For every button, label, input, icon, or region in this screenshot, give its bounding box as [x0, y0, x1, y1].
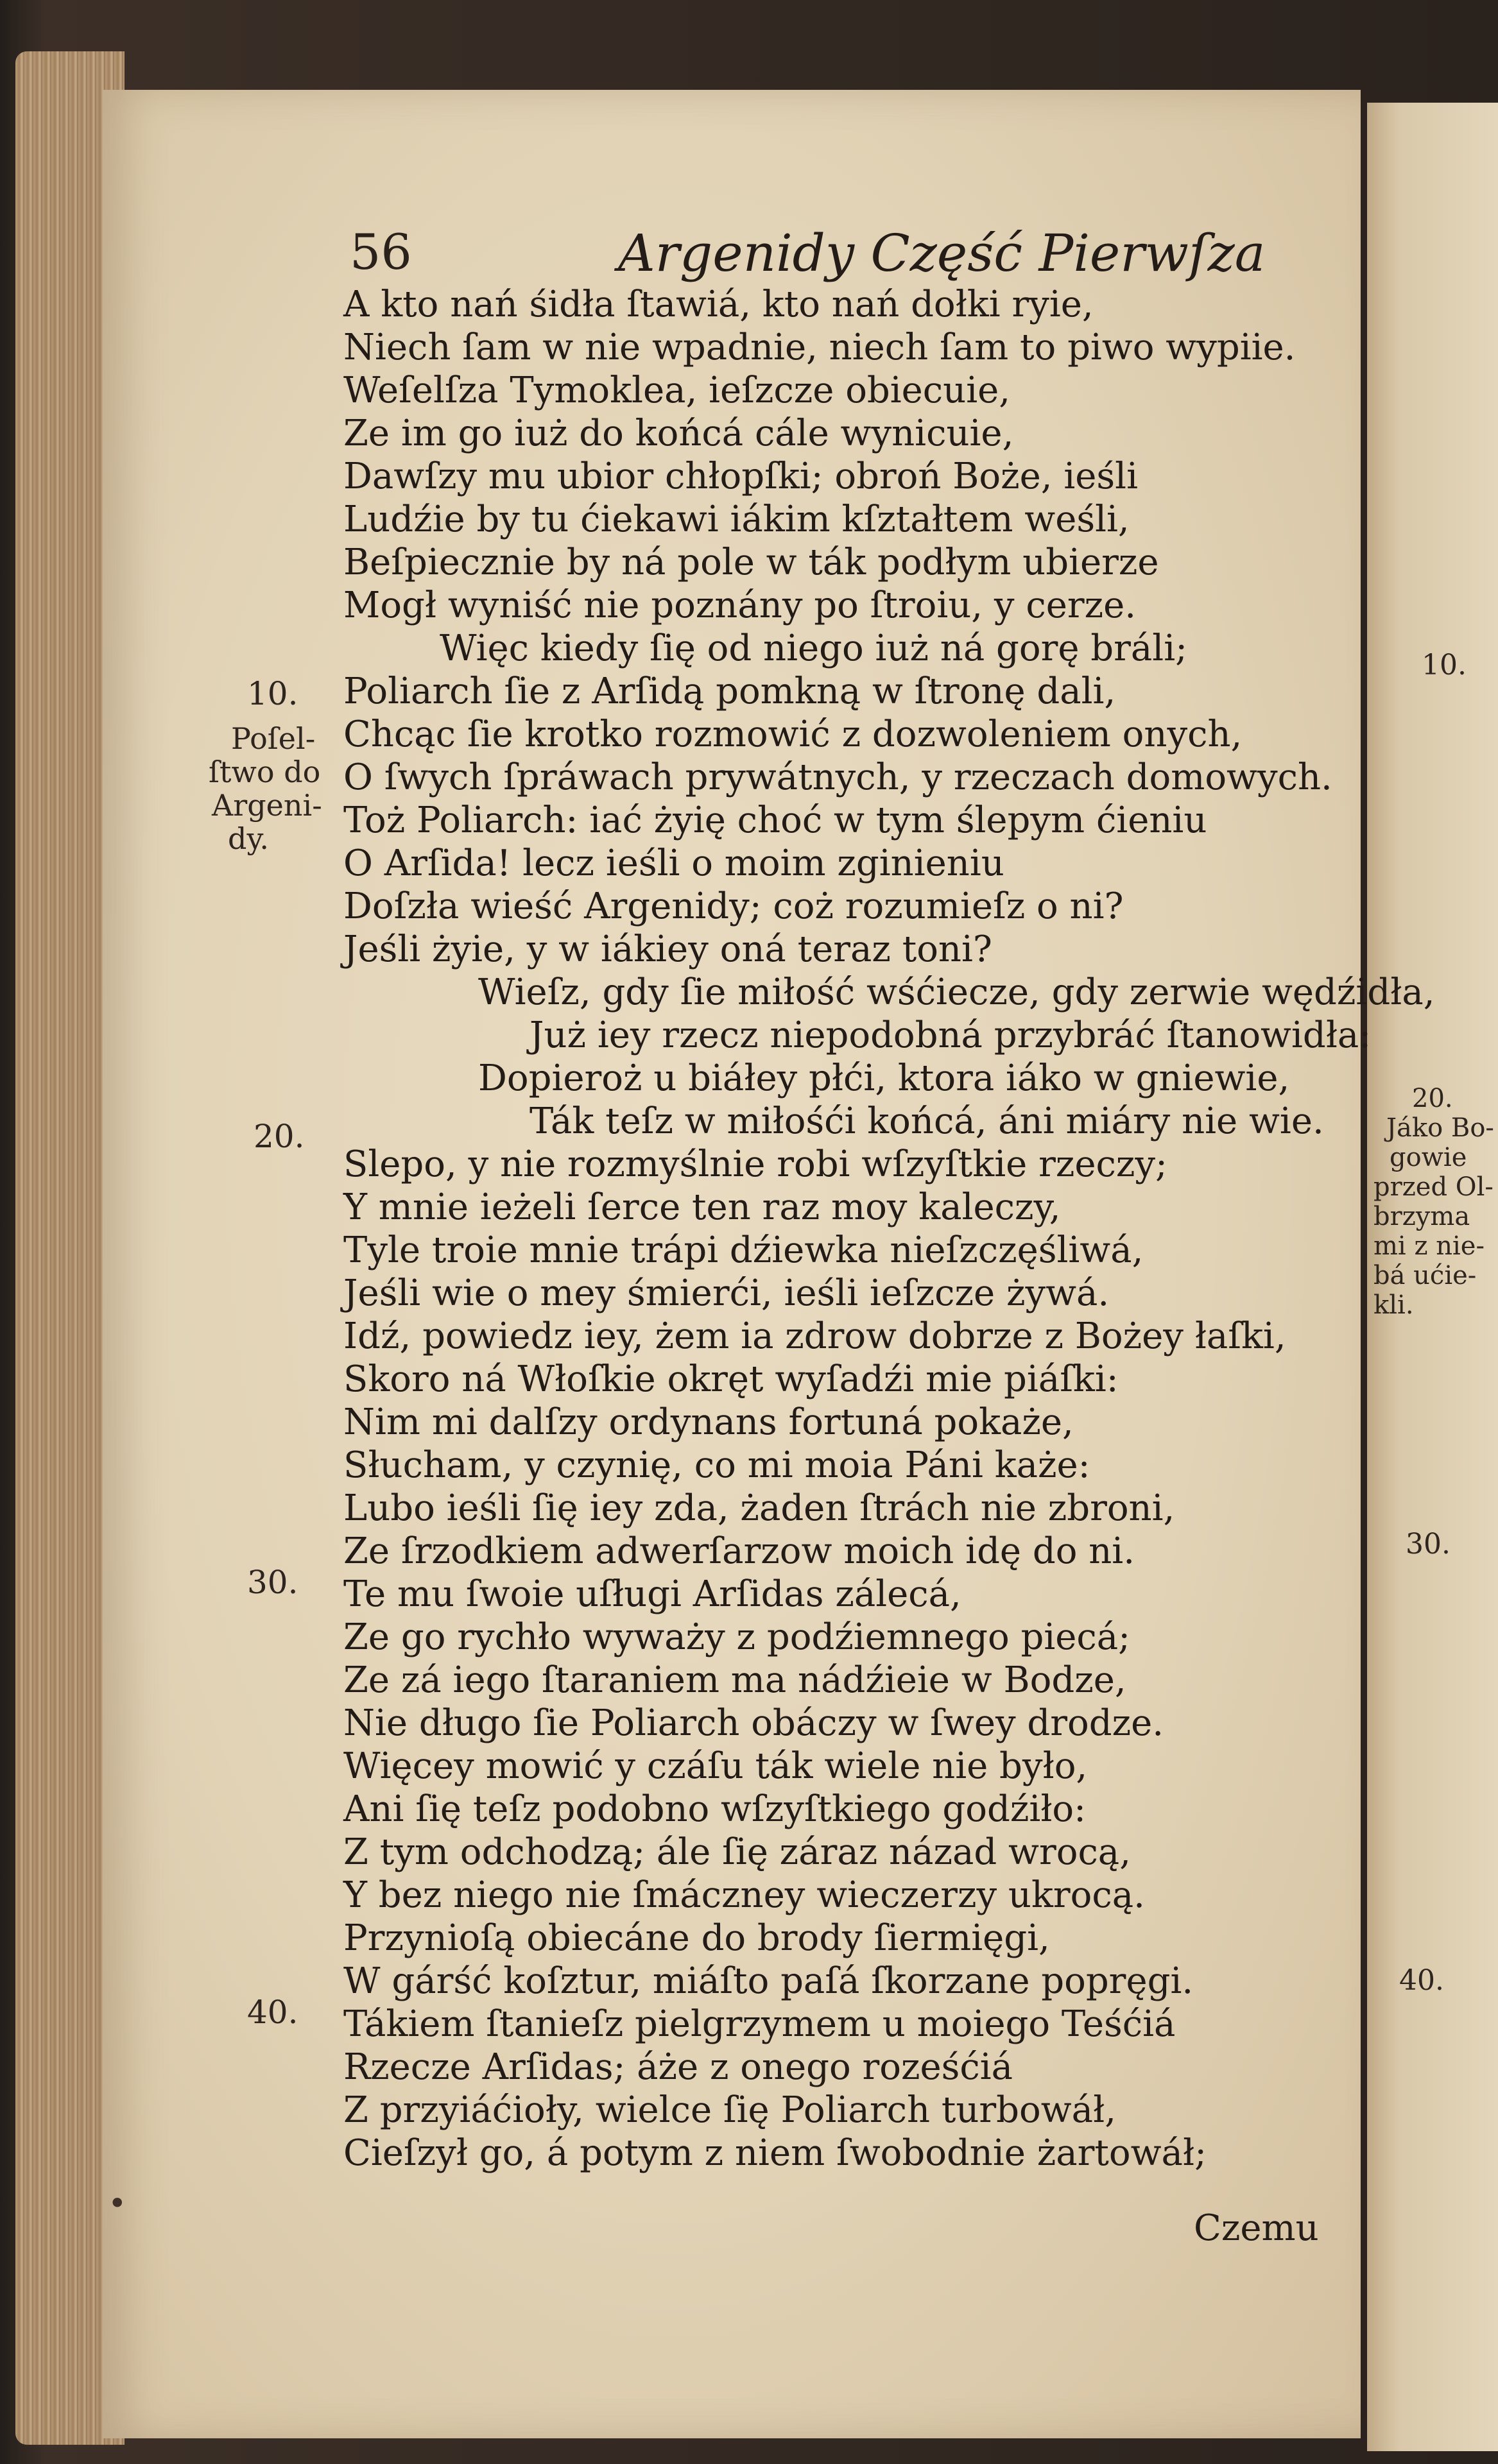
line-number-20: 20.	[254, 1118, 305, 1155]
verse-line: Z tym odchodzą; ále ſię záraz názad wrocą,	[343, 1831, 1131, 1873]
catchword: Czemu	[1194, 2207, 1319, 2249]
margin-note-line: mi z nie-	[1373, 1231, 1485, 1261]
verse-line: Jeśli żyie, y w iákiey oná teraz toni?	[343, 928, 992, 970]
ink-mark: •	[108, 2185, 127, 2222]
verse-line: Lubo ieśli ſię iey zda, żaden ſtrách nie zbroni,	[343, 1487, 1175, 1529]
verse-line: W gárść koſztur, miáſto paſá ſkorzane popręgi.	[343, 1960, 1194, 2002]
verse-line: Nim mi dalſzy ordynans fortuná pokaże,	[343, 1401, 1074, 1443]
margin-note-line: kli.	[1373, 1290, 1414, 1320]
verse-line: Tyle troie mnie trápi dźiewka nieſzczęśliwá,	[343, 1229, 1144, 1271]
verse-line: Ani ſię teſz podobno wſzyſtkiego godźiło:	[343, 1788, 1086, 1830]
verse-line: Y mnie ieżeli ſerce ten raz moy kaleczy,	[343, 1186, 1061, 1228]
verse-line: A kto nań śidła ſtawiá, kto nań dołki ryie,	[343, 284, 1094, 325]
margin-note-line: Poſel-	[231, 721, 316, 756]
verse-line: Mogł wyniść nie poznány po ſtroiu, y cerze.	[343, 585, 1137, 626]
verse-line: Beſpiecznie by ná pole w ták podłym ubierze	[343, 542, 1159, 583]
verse-line: Z przyiáćioły, wielce ſię Poliarch turbowáł,	[343, 2089, 1116, 2131]
verse-line: Nie długo ſie Poliarch obáczy w ſwey drodze.	[343, 1702, 1164, 1744]
verse-line: Ze zá iego ſtaraniem ma nádźieie w Bodze,	[343, 1659, 1126, 1701]
margin-note-line: dy.	[228, 821, 269, 856]
verse-line: Y bez niego nie ſmáczney wieczerzy ukrocą.	[343, 1874, 1145, 1916]
margin-note-line: bá ućie-	[1373, 1261, 1477, 1290]
verse-line: Ze im go iuż do końcá cále wynicuie,	[343, 413, 1014, 454]
line-number-10-right: 10.	[1422, 649, 1467, 681]
verse-line: Weſelſza Tymoklea, ieſzcze obiecuie,	[343, 370, 1011, 411]
verse-line: Słucham, y czynię, co mi moia Páni każe:	[343, 1444, 1090, 1486]
line-number-30-right: 30.	[1406, 1528, 1451, 1561]
verse-line: Doſzła wieść Argenidy; coż rozumieſz o ni?	[343, 886, 1124, 927]
verse-line: Dopieroż u biáłey płći, ktora iáko w gniewie,	[478, 1057, 1290, 1099]
running-title: Argenidy Część Pierwſza	[618, 223, 1266, 283]
verse-line: Już iey rzecz niepodobná przybráć ſtanowidła:	[529, 1014, 1372, 1056]
line-number-40-right: 40.	[1399, 1964, 1444, 1997]
line-number-20-right: 20.	[1412, 1084, 1453, 1113]
verse-line: Toż Poliarch: iać żyię choć w tym ślepym ćieniu	[343, 800, 1207, 841]
margin-note-line: brzyma	[1373, 1202, 1470, 1231]
verse-line: Slepo, y nie rozmyślnie robi wſzyſtkie rzeczy;	[343, 1143, 1167, 1185]
verse-line: O Arſida! lecz ieśli o moim zginieniu	[343, 843, 1004, 884]
verse-line: Ludźie by tu ćiekawi iákim kſztałtem weśli,	[343, 499, 1130, 540]
verse-line: Chcąc ſie krotko rozmowić z dozwoleniem onych,	[343, 714, 1243, 755]
verse-line: Ták teſz w miłośći końcá, áni miáry nie wie.	[529, 1100, 1324, 1142]
verse-line: Wieſz, gdy ſie miłość wśćiecze, gdy zerwie wędźidła,	[478, 971, 1435, 1013]
page-number: 56	[350, 223, 412, 280]
verse-line: Jeśli wie o mey śmierći, ieśli ieſzcze żywá.	[343, 1272, 1110, 1314]
margin-note-line: Argeni-	[212, 788, 322, 823]
verse-line: Idź, powiedz iey, żem ia zdrow dobrze z Bożey łaſki,	[343, 1315, 1286, 1357]
verse-line: Więcey mowić y czáſu ták wiele nie było,	[343, 1745, 1088, 1787]
verse-line: Dawſzy mu ubior chłopſki; obroń Boże, ieśli	[343, 456, 1138, 497]
margin-note-line: ſtwo do	[209, 755, 321, 789]
verse-line: Skoro ná Włoſkie okręt wyſadźi mie piáſki:	[343, 1358, 1119, 1400]
verse-line: O ſwych ſpráwach prywátnych, y rzeczach domowych.	[343, 757, 1332, 798]
margin-note-line: przed Ol-	[1373, 1172, 1494, 1202]
verse-line: Niech ſam w nie wpadnie, niech ſam to piwo wypiie.	[343, 327, 1296, 368]
verse-line: Ze go rychło wyważy z podźiemnego piecá;	[343, 1616, 1131, 1658]
line-number-30: 30.	[247, 1564, 298, 1601]
verse-line: Cieſzył go, á potym z niem ſwobodnie żartowáł;	[343, 2132, 1207, 2174]
verse-line: Więc kiedy ſię od niego iuż ná gorę bráli;	[440, 628, 1187, 669]
line-number-10: 10.	[247, 675, 298, 712]
verse-line: Przynioſą obiecáne do brody ſiermięgi,	[343, 1917, 1050, 1959]
verse-line: Rzecze Arſidas; áże z onego roześćiá	[343, 2046, 1013, 2088]
margin-note-line: gowie	[1390, 1143, 1467, 1172]
line-number-40: 40.	[247, 1994, 298, 2031]
verse-line: Tákiem ſtanieſz pielgrzymem u moiego Teśćiá	[343, 2003, 1176, 2045]
verse-line: Ze ſrzodkiem adwerſarzow moich idę do ni.	[343, 1530, 1135, 1572]
margin-note-line: Jáko Bo-	[1386, 1113, 1494, 1143]
verse-line: Te mu ſwoie uſługi Arſidas zálecá,	[343, 1573, 961, 1615]
verse-line: Poliarch ſie z Arſidą pomkną w ſtronę dali,	[343, 671, 1116, 712]
